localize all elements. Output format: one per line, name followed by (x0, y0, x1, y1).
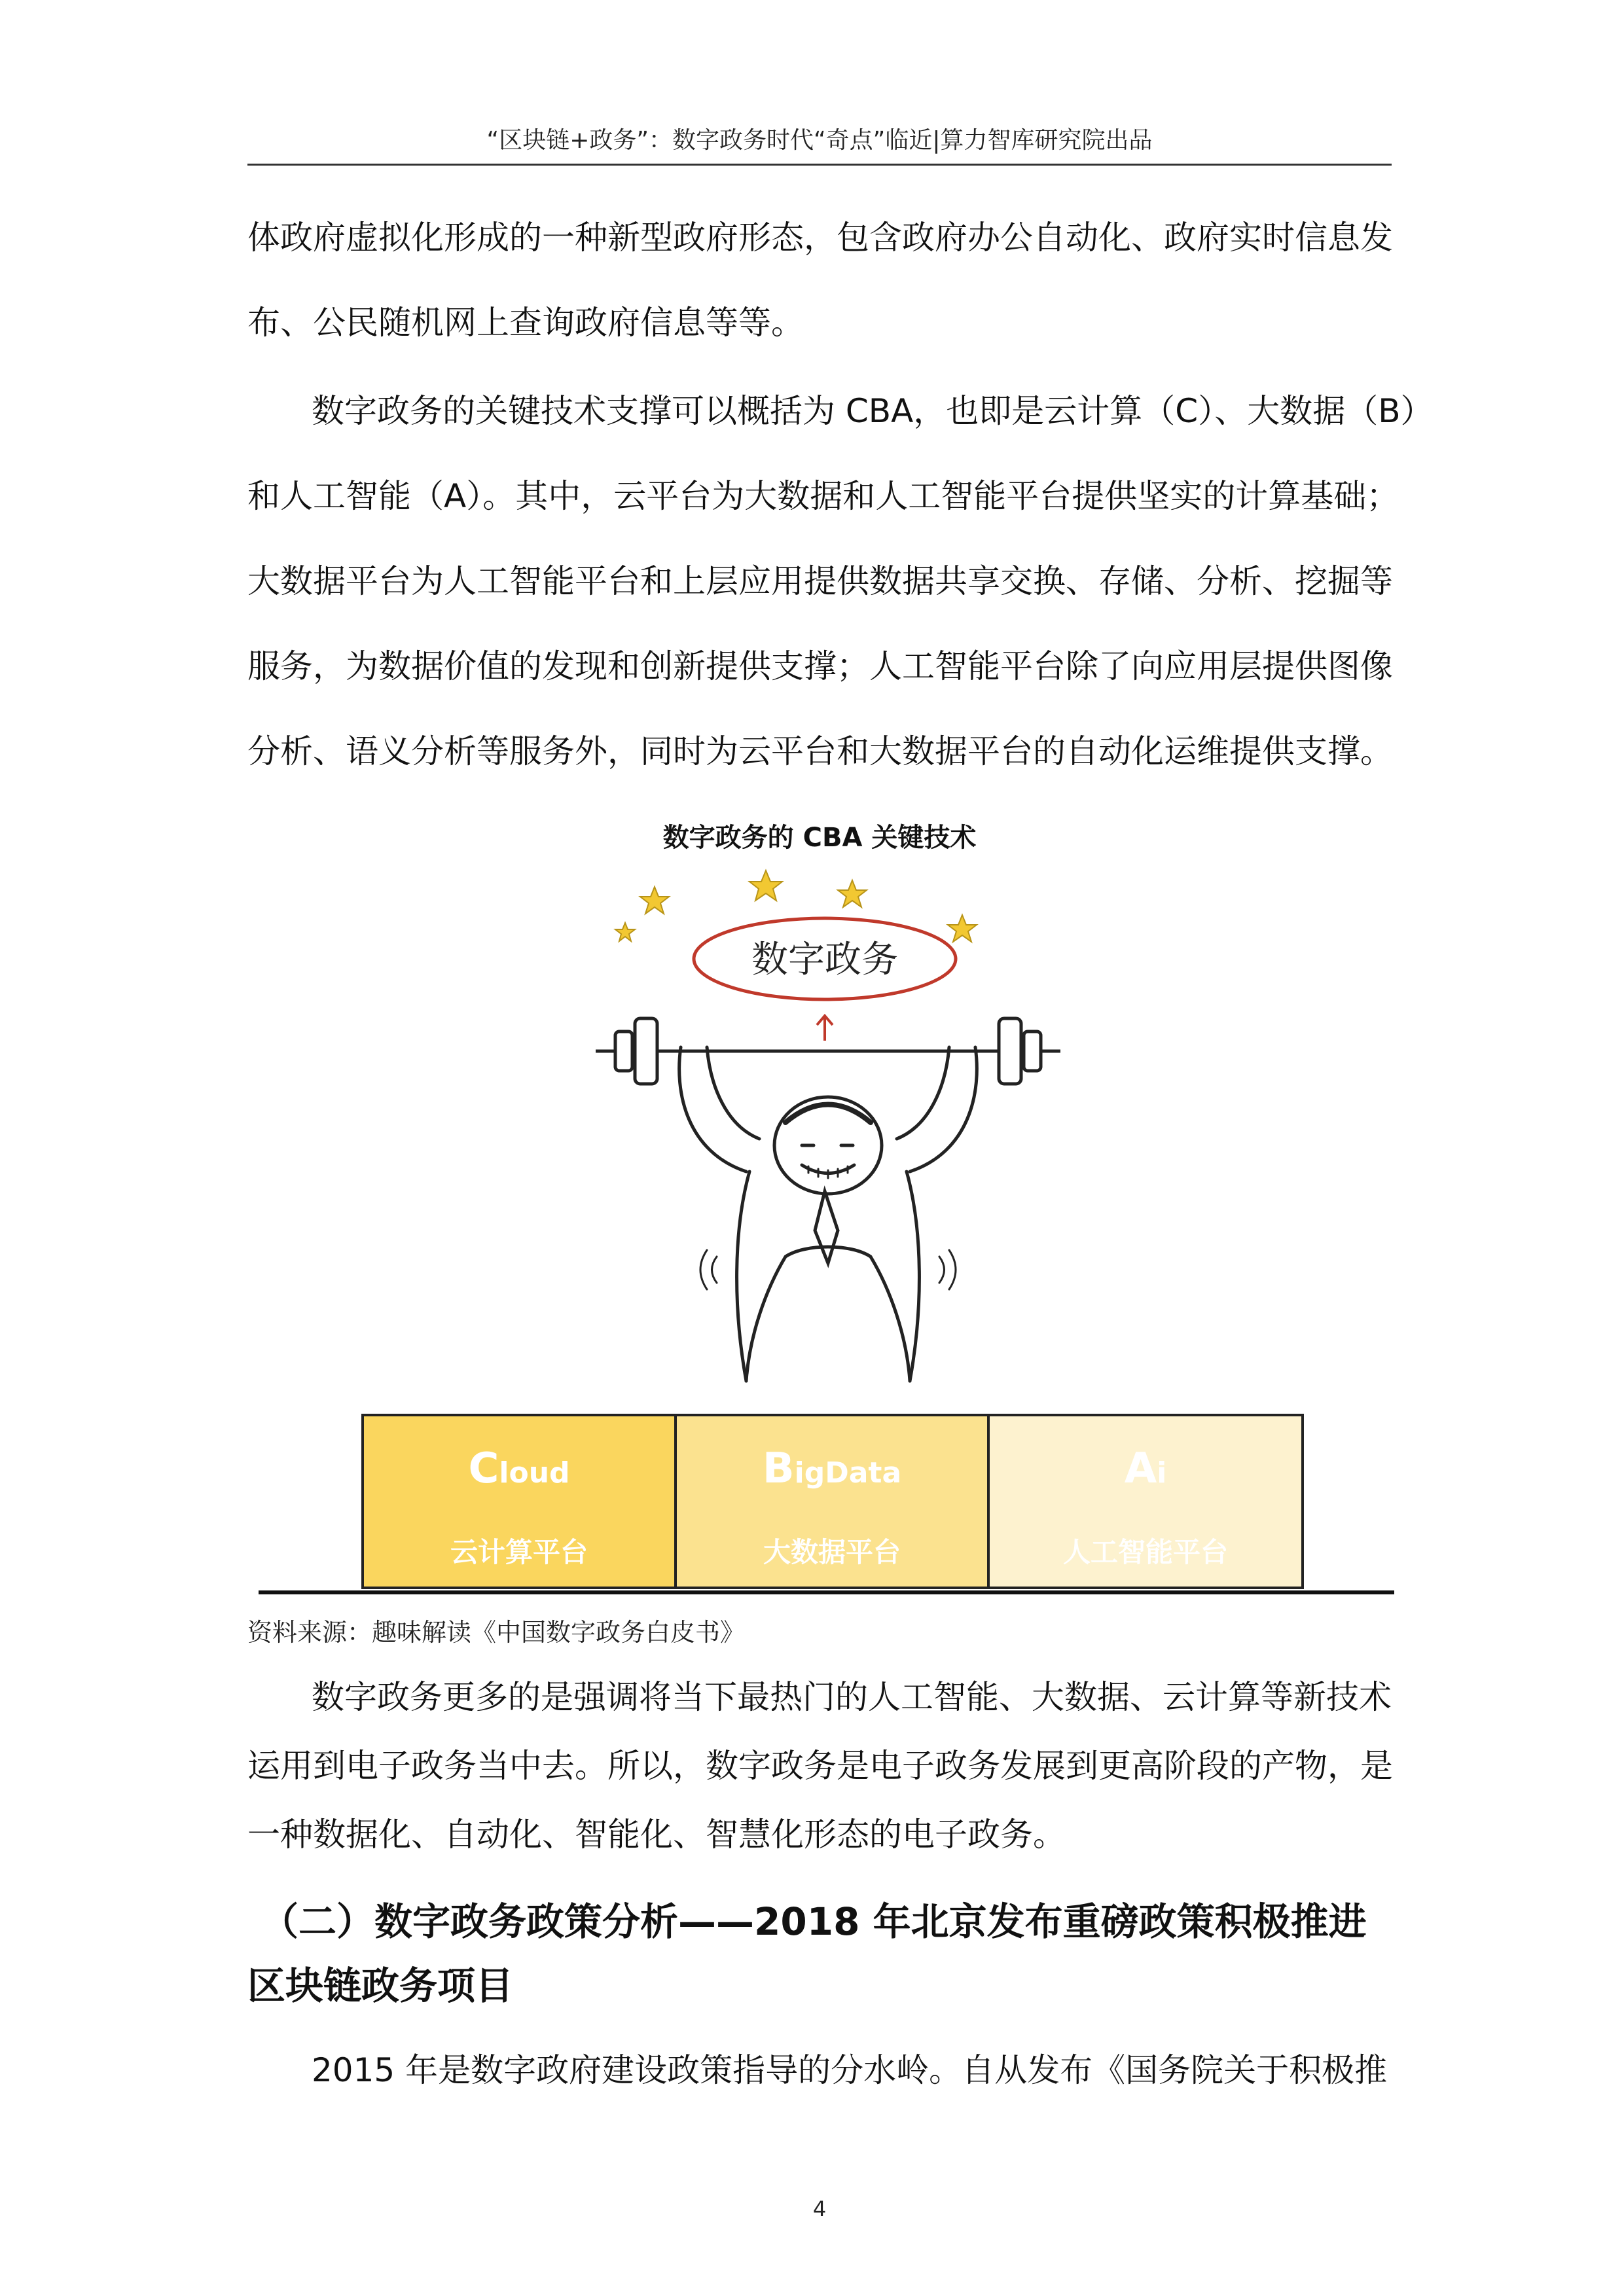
figure-source: 资料来源：趣味解读《中国数字政务白皮书》 (247, 1618, 746, 1647)
running-header: “区块链+政务”：数字政务时代“奇点”临近|算力智库研究院出品 (486, 127, 1153, 154)
text-line: 分析、语义分析等服务外，同时为云平台和大数据平台的自动化运维提供支撑。 (247, 732, 1393, 770)
text-line: 和人工智能（A）。其中，云平台为大数据和人工智能平台提供坚实的计算基础； (247, 477, 1399, 515)
up-arrow-icon (817, 1016, 833, 1041)
ai-label: 人工智能平台 (1062, 1536, 1228, 1568)
heading-line: 区块链政务项目 (247, 1964, 514, 2008)
header-rule (247, 164, 1392, 166)
figure-title: 数字政务的 CBA 关键技术 (662, 823, 977, 853)
bigdata-label: 大数据平台 (763, 1536, 901, 1568)
ai-title: Ai (1124, 1444, 1167, 1493)
text-line: 数字政务更多的是强调将当下最热门的人工智能、大数据、云计算等新技术 (312, 1678, 1392, 1716)
text-line: 大数据平台为人工智能平台和上层应用提供数据共享交换、存储、分析、挖掘等 (247, 562, 1393, 600)
ai-block (987, 1414, 1304, 1589)
page-number: 4 (812, 2197, 827, 2221)
text-line: 数字政务的关键技术支撑可以概括为 CBA，也即是云计算（C）、大数据（B） (312, 392, 1434, 430)
lifter-figure (679, 1047, 977, 1381)
oval-label: 数字政务 (751, 939, 898, 981)
weightlifter-illustration (576, 864, 1080, 1414)
text-line: 布、公民随机网上查询政府信息等等。 (247, 304, 804, 342)
cloud-title: Cloud (468, 1444, 570, 1493)
cloud-label: 云计算平台 (450, 1536, 588, 1568)
ground-line (259, 1590, 1394, 1594)
cloud-block (361, 1414, 677, 1589)
heading-line: （二）数字政务政策分析——2018 年北京发布重磅政策积极推进 (261, 1899, 1367, 1944)
bigdata-title: BigData (762, 1444, 902, 1493)
cba-platform-blocks (361, 1414, 1304, 1589)
text-line: 2015 年是数字政府建设政策指导的分水岭。自从发布《国务院关于积极推 (312, 2051, 1388, 2089)
text-line: 体政府虚拟化形成的一种新型政府形态，包含政府办公自动化、政府实时信息发 (247, 219, 1393, 257)
text-line: 一种数据化、自动化、智能化、智慧化形态的电子政务。 (247, 1816, 1066, 1854)
barbell (596, 1018, 1060, 1084)
text-line: 服务，为数据价值的发现和创新提供支撑；人工智能平台除了向应用层提供图像 (247, 647, 1393, 685)
text-line: 运用到电子政务当中去。所以，数字政务是电子政务发展到更高阶段的产物，是 (247, 1747, 1393, 1785)
bigdata-block (674, 1414, 990, 1589)
